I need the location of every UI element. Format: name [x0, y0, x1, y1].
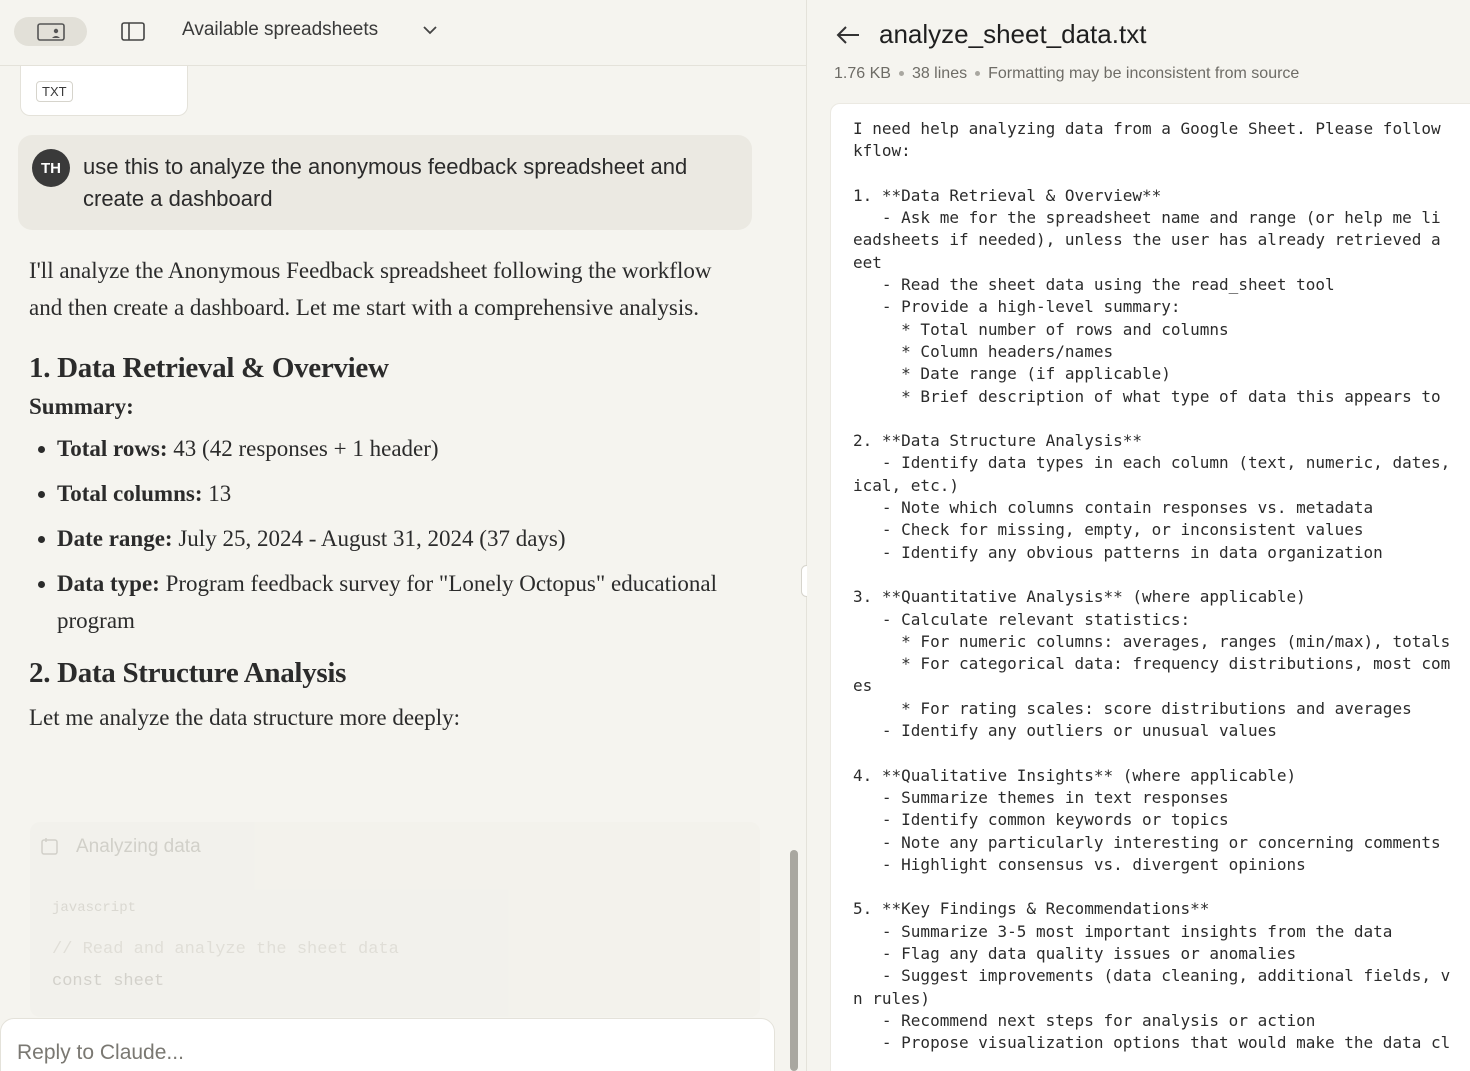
bullet-value: Program feedback survey for "Lonely Octopus" educational program — [57, 571, 718, 633]
code-line: const sheet — [52, 972, 165, 991]
bullet-label: Total rows: — [57, 436, 168, 461]
file-lines: 38 lines — [911, 65, 968, 82]
reply-box — [0, 1018, 775, 1071]
assistant-intro: I'll analyze the Anonymous Feedback spreadsheet following the workflow and then create a dashboard. Let me start with a comprehensive analysis. — [29, 258, 712, 320]
analysis-icon — [40, 837, 60, 857]
chevron-down-icon[interactable] — [420, 22, 440, 38]
reply-input[interactable] — [17, 1041, 717, 1065]
computer-view-toggle[interactable] — [14, 17, 87, 46]
summary-list — [29, 430, 719, 639]
avatar: TH — [32, 149, 70, 187]
chat-scrollbar[interactable] — [790, 850, 798, 1071]
file-size: 1.76 KB — [834, 65, 891, 82]
bullet-label: Data type: — [57, 571, 160, 596]
code-language: javascript — [52, 900, 137, 916]
file-content: I need help analyzing data from a Google Sheet. Please follow kflow: 1. **Data Retrieval & Overview** - Ask me for the spreadsheet name and range (or help me li eadsheets if needed), unless the user has already retrieved a eet - Read the sheet data using the read_sheet tool - Provide a high-level summary: * Total number of rows and columns * Column headers/names * Date range (if applicable) * Brief description of what type of data this appears to 2. **Data Structure Analysis** - Identify data types in each column (text, numeric, dates, ical, etc.) - Note which columns contain responses vs. metadata - Check for missing, empty, or inconsistent values - Identify any obvious patterns in data organization 3. **Quantitative Analysis** (where applicable) - Calculate relevant statistics: * For numeric columns: averages, ranges (min/max), totals * For categorical data: frequency distributions, most com es * For rating scales: score distributions and averages - Identify any outliers or unusual values 4. **Qualitative Insights** (where applicable) - Summarize themes in text responses - Identify common keywords or topics - Note any particularly interesting or concerning comments - Highlight consensus vs. divergent opinions 5. **Key Findings & Recommendations** - Summarize 3-5 most important insights from the data - Flag any data quality issues or anomalies - Suggest improvements (data cleaning, additional fields, v n rules) - Recommend next steps for analysis or action - Propose visualization options that would make the data cl — [853, 119, 1451, 1053]
section-text: Let me analyze the data structure more deeply: — [29, 705, 461, 730]
list-item — [29, 520, 719, 557]
bullet-label: Date range: — [57, 526, 173, 551]
back-arrow-icon[interactable] — [835, 24, 861, 46]
attachment-card[interactable] — [20, 66, 188, 116]
computer-icon — [37, 23, 65, 41]
file-meta — [834, 65, 1299, 83]
analysis-tool-block[interactable] — [30, 822, 760, 1017]
user-message-text: use this to analyze the anonymous feedback spreadsheet and create a dashboard — [83, 154, 688, 211]
file-preview-pane — [807, 0, 1470, 1071]
file-title: analyze_sheet_data.txt — [879, 19, 1147, 49]
separator-dot — [975, 71, 980, 76]
list-item — [29, 565, 719, 639]
formatting-note: Formatting may be inconsistent from source — [988, 65, 1300, 82]
analysis-title: Analyzing data — [76, 836, 201, 857]
chat-topbar — [0, 0, 806, 66]
list-item — [29, 430, 719, 467]
section-heading: 1. Data Retrieval & Overview — [29, 352, 389, 384]
bullet-value: July 25, 2024 - August 31, 2024 (37 days) — [178, 526, 566, 551]
list-item — [29, 475, 719, 512]
user-message — [18, 135, 752, 230]
bullet-label: Total columns: — [57, 481, 203, 506]
code-line: // Read and analyze the sheet data — [52, 940, 399, 959]
file-type-badge: TXT — [36, 81, 73, 102]
assistant-message — [29, 252, 719, 736]
file-content-box — [830, 103, 1470, 1071]
sidebar-icon[interactable] — [120, 21, 146, 43]
bullet-value: 43 (42 responses + 1 header) — [173, 436, 439, 461]
separator-dot — [899, 71, 904, 76]
spreadsheets-dropdown-label[interactable]: Available spreadsheets — [182, 19, 379, 40]
summary-label: Summary: — [29, 394, 134, 419]
bullet-value: 13 — [208, 481, 232, 506]
section-heading: 2. Data Structure Analysis — [29, 657, 347, 689]
